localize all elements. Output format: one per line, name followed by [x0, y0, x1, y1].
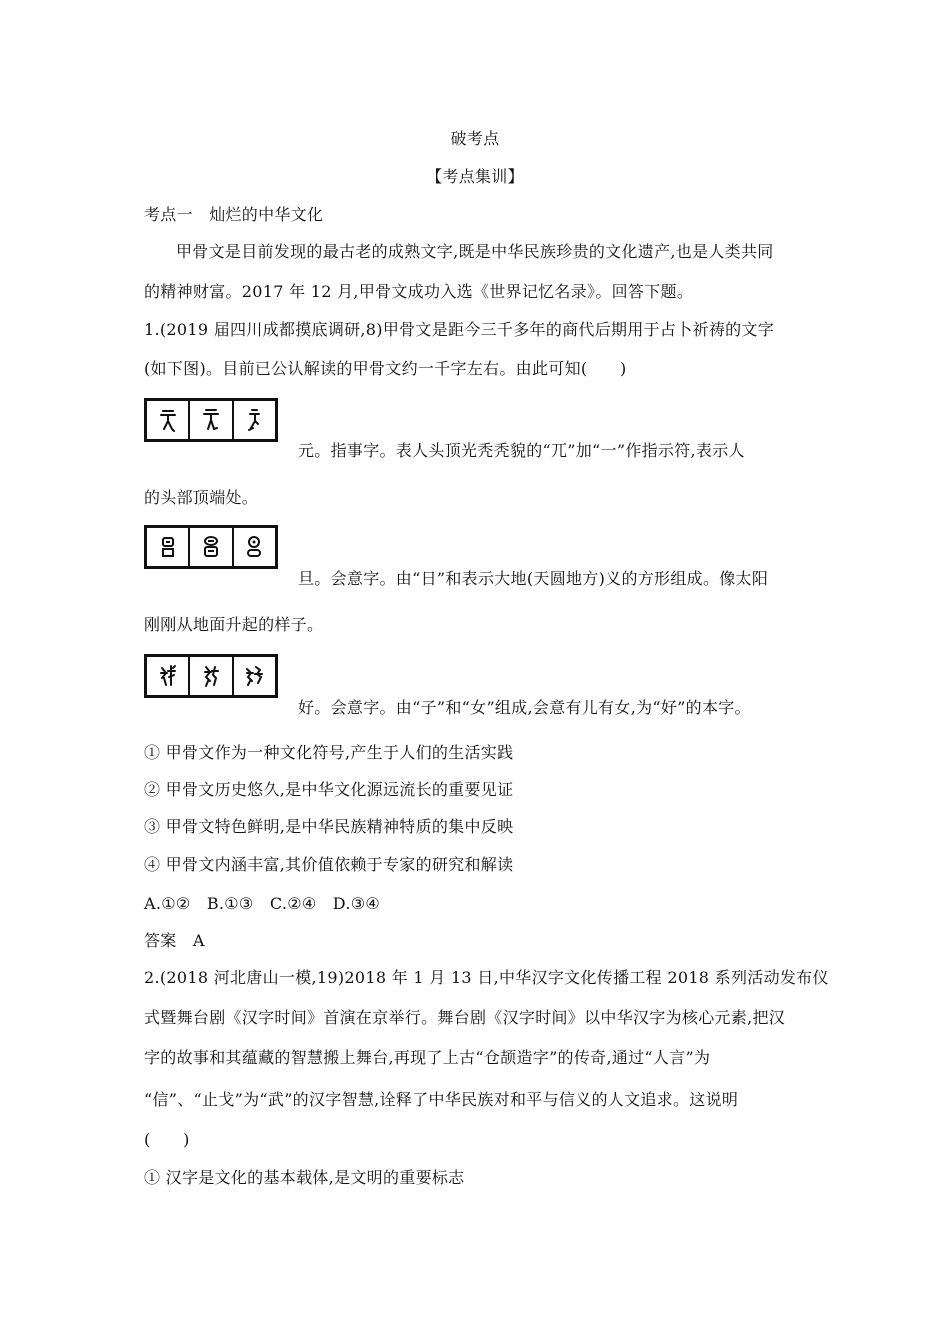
glyph-cell	[190, 528, 233, 566]
glyph-cell	[147, 401, 190, 439]
glyph-cell	[190, 657, 233, 695]
question-2-stem-line-4: “信”、“止戈”为“武”的汉字智慧,诠释了中华民族对和平与信义的人文追求。这说明	[144, 1090, 739, 1109]
intro-line-2: 的精神财富。2017 年 12 月,甲骨文成功入选《世界记忆名录》。回答下题。	[144, 282, 694, 301]
question-1-choices: A.①② B.①③ C.②④ D.③④	[144, 894, 381, 913]
oracle-bone-glyphs-hao-icon	[144, 654, 278, 698]
glyph-hao-1-icon	[157, 663, 179, 689]
glyph-cell	[234, 657, 275, 695]
glyph-dan-1-icon	[157, 534, 179, 560]
glyph-cell	[234, 401, 275, 439]
question-1-option-2: ② 甲骨文历史悠久,是中华文化源远流长的重要见证	[144, 780, 514, 799]
figure-1-caption-line-1: 元。指事字。表人头顶光秃秃貌的“兀”加“一”作指示符,表示人	[298, 441, 745, 460]
question-1-stem-line-2: (如下图)。目前已公认解读的甲骨文约一千字左右。由此可知( )	[144, 359, 627, 378]
page-title: 破考点	[450, 129, 500, 148]
page-subtitle: 【考点集训】	[426, 167, 524, 186]
question-2-stem-line-5: ( )	[144, 1130, 190, 1149]
glyph-cell	[147, 528, 190, 566]
figure-2-caption-line-2: 刚刚从地面升起的样子。	[144, 615, 324, 634]
question-1-answer: 答案 A	[144, 931, 205, 950]
glyph-dan-3-icon	[243, 534, 265, 560]
glyph-cell	[147, 657, 190, 695]
figure-2-caption-line-1: 旦。会意字。由“日”和表示大地(天圆地方)义的方形组成。像太阳	[298, 569, 769, 588]
oracle-bone-glyphs-dan-icon	[144, 525, 278, 569]
glyph-yuan-1-icon	[157, 407, 179, 433]
figure-1-caption-line-2: 的头部顶端处。	[144, 488, 259, 507]
oracle-bone-glyphs-yuan-icon	[144, 398, 278, 442]
question-1-option-1: ① 甲骨文作为一种文化符号,产生于人们的生活实践	[144, 743, 514, 762]
question-1-stem-line-1: 1.(2019 届四川成都摸底调研,8)甲骨文是距今三千多年的商代后期用于占卜祈祷的文字	[144, 320, 775, 339]
question-2-stem-line-2: 式暨舞台剧《汉字时间》首演在京举行。舞台剧《汉字时间》以中华汉字为核心元素,把汉	[144, 1008, 786, 1027]
question-2-stem-line-3: 字的故事和其蕴藏的智慧搬上舞台,再现了上古“仓颉造字”的传奇,通过“人言”为	[144, 1048, 711, 1067]
glyph-yuan-3-icon	[243, 407, 265, 433]
glyph-cell	[190, 401, 233, 439]
question-2-option-1: ① 汉字是文化的基本载体,是文明的重要标志	[144, 1168, 465, 1187]
figure-3-caption-line-1: 好。会意字。由“子”和“女”组成,会意有儿有女,为“好”的本字。	[298, 698, 751, 717]
glyph-hao-3-icon	[243, 663, 265, 689]
glyph-yuan-2-icon	[200, 407, 222, 433]
intro-line-1: 甲骨文是目前发现的最古老的成熟文字,既是中华民族珍贵的文化遗产,也是人类共同	[176, 242, 774, 261]
section-heading: 考点一 灿烂的中华文化	[144, 205, 324, 224]
question-1-option-3: ③ 甲骨文特色鲜明,是中华民族精神特质的集中反映	[144, 817, 514, 836]
glyph-hao-2-icon	[200, 663, 222, 689]
question-2-stem-line-1: 2.(2018 河北唐山一模,19)2018 年 1 月 13 日,中华汉字文化传播工程 2018 系列活动发布仪	[144, 968, 829, 987]
glyph-dan-2-icon	[200, 534, 222, 560]
glyph-cell	[234, 528, 275, 566]
question-1-option-4: ④ 甲骨文内涵丰富,其价值依赖于专家的研究和解读	[144, 855, 514, 874]
